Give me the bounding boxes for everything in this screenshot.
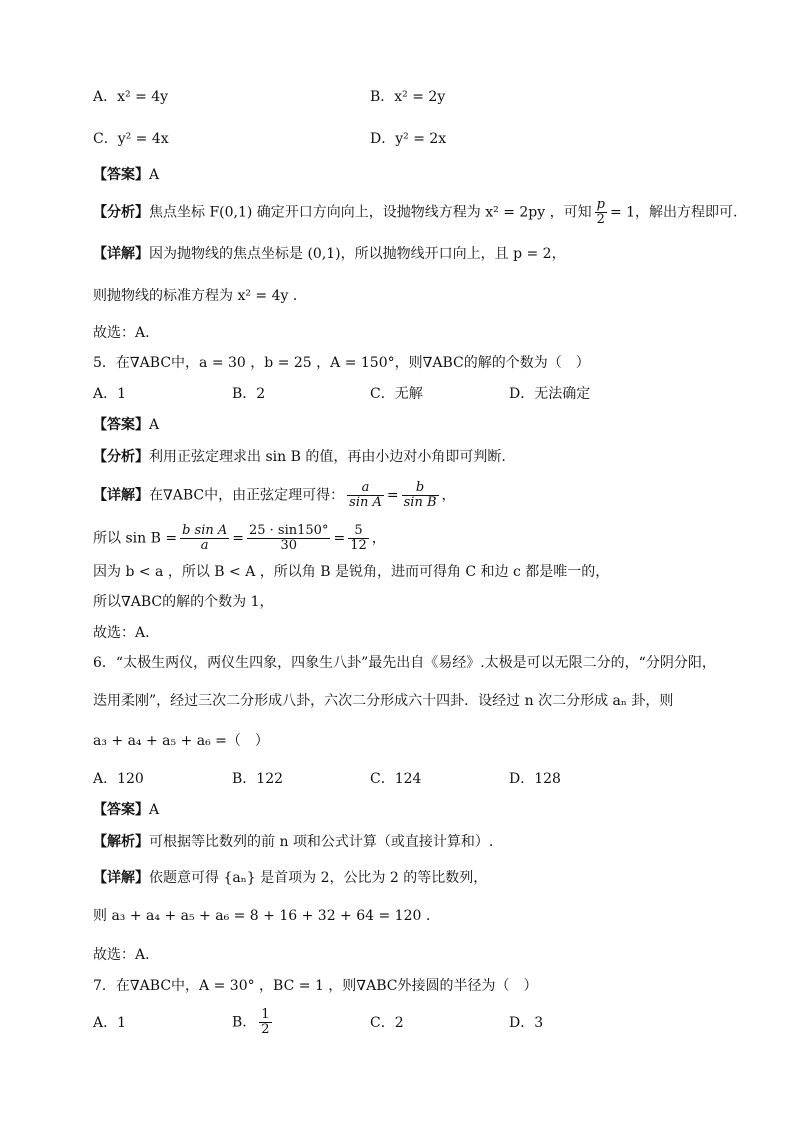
analysis-text: 可根据等比数列的前 n 项和公式计算（或直接计算和）. bbox=[149, 834, 494, 850]
q5-analysis bbox=[93, 447, 506, 467]
fraction bbox=[347, 481, 384, 510]
q7-choice-d: D．3 bbox=[509, 1015, 544, 1031]
q6-analysis bbox=[93, 832, 493, 852]
q6-stem-1: 6．“太极生两仪，两仪生四象，四象生八卦”最先出自《易经》.太极是可以无限二分的，“分阴分阳， bbox=[93, 655, 716, 671]
analysis-text-end: = 1，解出方程即可. bbox=[609, 204, 738, 221]
frac-den: 30 bbox=[280, 538, 297, 553]
fraction bbox=[180, 524, 229, 553]
q5-detail-1 bbox=[93, 481, 456, 510]
q4-choice-b: B．x² = 2y bbox=[370, 89, 446, 105]
q6-choice-a: A．120 bbox=[93, 771, 144, 787]
analysis-text: 利用正弦定理求出 sin B 的值，再由小边对小角即可判断. bbox=[149, 449, 506, 465]
q6-stem-2: 迭用柔刚”，经过三次二分形成八卦，六次二分形成六十四卦．设经过 n 次二分形成 aₙ 卦，则 bbox=[93, 693, 674, 709]
frac-num: p bbox=[596, 197, 605, 212]
detail-text: 所以 sin B = bbox=[93, 530, 178, 547]
frac-den: sin B bbox=[403, 495, 437, 510]
q4-analysis bbox=[93, 198, 738, 227]
frac-num: a bbox=[347, 481, 384, 496]
frac-num: 5 bbox=[348, 524, 369, 539]
q6-detail-1 bbox=[93, 868, 487, 888]
q5-conclusion: 故选：A. bbox=[93, 625, 150, 641]
fraction bbox=[247, 524, 330, 553]
detail-tag: 【详解】 bbox=[93, 870, 149, 886]
q5-choice-a: A．1 bbox=[93, 386, 127, 402]
q6-answer bbox=[93, 800, 159, 820]
q5-choice-b: B．2 bbox=[232, 386, 266, 402]
answer-value: A bbox=[149, 167, 160, 183]
q6-choice-c: C．124 bbox=[370, 771, 422, 787]
equals: = bbox=[386, 487, 399, 504]
frac-den: 2 bbox=[596, 212, 605, 227]
q4-choice-d: D．y² = 2x bbox=[370, 131, 447, 147]
q5-detail-4: 所以∇ABC的解的个数为 1， bbox=[93, 594, 274, 610]
frac-den: 2 bbox=[261, 1022, 270, 1037]
answer-value: A bbox=[149, 417, 160, 433]
answer-tag: 【答案】 bbox=[93, 417, 149, 433]
q7-choice-b bbox=[232, 1008, 275, 1037]
q4-conclusion: 故选：A. bbox=[93, 325, 150, 341]
frac-num: 25 · sin150° bbox=[248, 523, 329, 538]
frac-num: b sin A bbox=[182, 523, 228, 538]
q6-conclusion: 故选：A． bbox=[93, 947, 160, 963]
equals: = bbox=[333, 530, 346, 547]
q5-answer bbox=[93, 415, 159, 435]
equals: = bbox=[232, 530, 244, 547]
q5-stem: 5．在∇ABC中，a = 30 ，b = 25 ，A = 150°，则∇ABC的解的个数为（ ） bbox=[93, 355, 590, 371]
frac-den: 12 bbox=[350, 538, 367, 553]
q7-choice-a: A．1 bbox=[93, 1015, 127, 1031]
punct: ， bbox=[371, 530, 386, 547]
fraction bbox=[595, 198, 607, 227]
q4-choice-a: A．x² = 4y bbox=[93, 89, 169, 105]
detail-text: 在∇ABC中，由正弦定理可得： bbox=[149, 487, 345, 504]
answer-tag: 【答案】 bbox=[93, 167, 149, 183]
answer-tag: 【答案】 bbox=[93, 802, 149, 818]
q4-detail-1 bbox=[93, 244, 566, 264]
choice-label: B． bbox=[232, 1014, 257, 1031]
fraction bbox=[402, 481, 439, 510]
q4-choice-c: C．y² = 4x bbox=[93, 131, 169, 147]
detail-text: 依题意可得 {aₙ} 是首项为 2，公比为 2 的等比数列， bbox=[149, 870, 488, 886]
fraction bbox=[259, 1008, 271, 1037]
q5-detail-3: 因为 b < a ，所以 B < A ，所以角 B 是锐角，进而可得角 C 和边 c 都是唯一的， bbox=[93, 564, 610, 580]
analysis-tag: 【解析】 bbox=[93, 834, 149, 850]
q6-detail-2: 则 a₃ + a₄ + a₅ + a₆ = 8 + 16 + 32 + 64 = 120 . bbox=[93, 908, 431, 924]
analysis-tag: 【分析】 bbox=[93, 204, 149, 221]
detail-tag: 【详解】 bbox=[93, 487, 149, 504]
frac-den: a bbox=[200, 538, 209, 553]
frac-den: sin A bbox=[349, 495, 382, 510]
q4-detail-2: 则抛物线的标准方程为 x² = 4y ． bbox=[93, 288, 307, 304]
analysis-text: 焦点坐标 F(0,1) 确定开口方向向上，设抛物线方程为 x² = 2py ，可知 bbox=[149, 204, 592, 221]
q6-choice-d: D．128 bbox=[509, 771, 561, 787]
q6-stem-3: a₃ + a₄ + a₅ + a₆ =（ ） bbox=[93, 733, 269, 749]
q4-answer bbox=[93, 165, 159, 185]
frac-num: b bbox=[402, 481, 439, 496]
q6-choice-b: B．122 bbox=[232, 771, 284, 787]
q7-choice-c: C．2 bbox=[370, 1015, 404, 1031]
q5-choice-d: D．无法确定 bbox=[509, 386, 591, 402]
answer-value: A bbox=[149, 802, 160, 818]
detail-tag: 【详解】 bbox=[93, 246, 149, 262]
q5-detail-2 bbox=[93, 524, 386, 553]
q7-stem: 7．在∇ABC中，A = 30° ，BC = 1 ，则∇ABC外接圆的半径为（ ） bbox=[93, 978, 538, 994]
fraction bbox=[348, 524, 369, 553]
analysis-tag: 【分析】 bbox=[93, 449, 149, 465]
q5-choice-c: C．无解 bbox=[370, 386, 423, 402]
frac-num: 1 bbox=[261, 1007, 270, 1022]
punct: ， bbox=[441, 487, 456, 504]
detail-text: 因为抛物线的焦点坐标是 (0,1)，所以抛物线开口向上，且 p = 2， bbox=[149, 246, 566, 262]
